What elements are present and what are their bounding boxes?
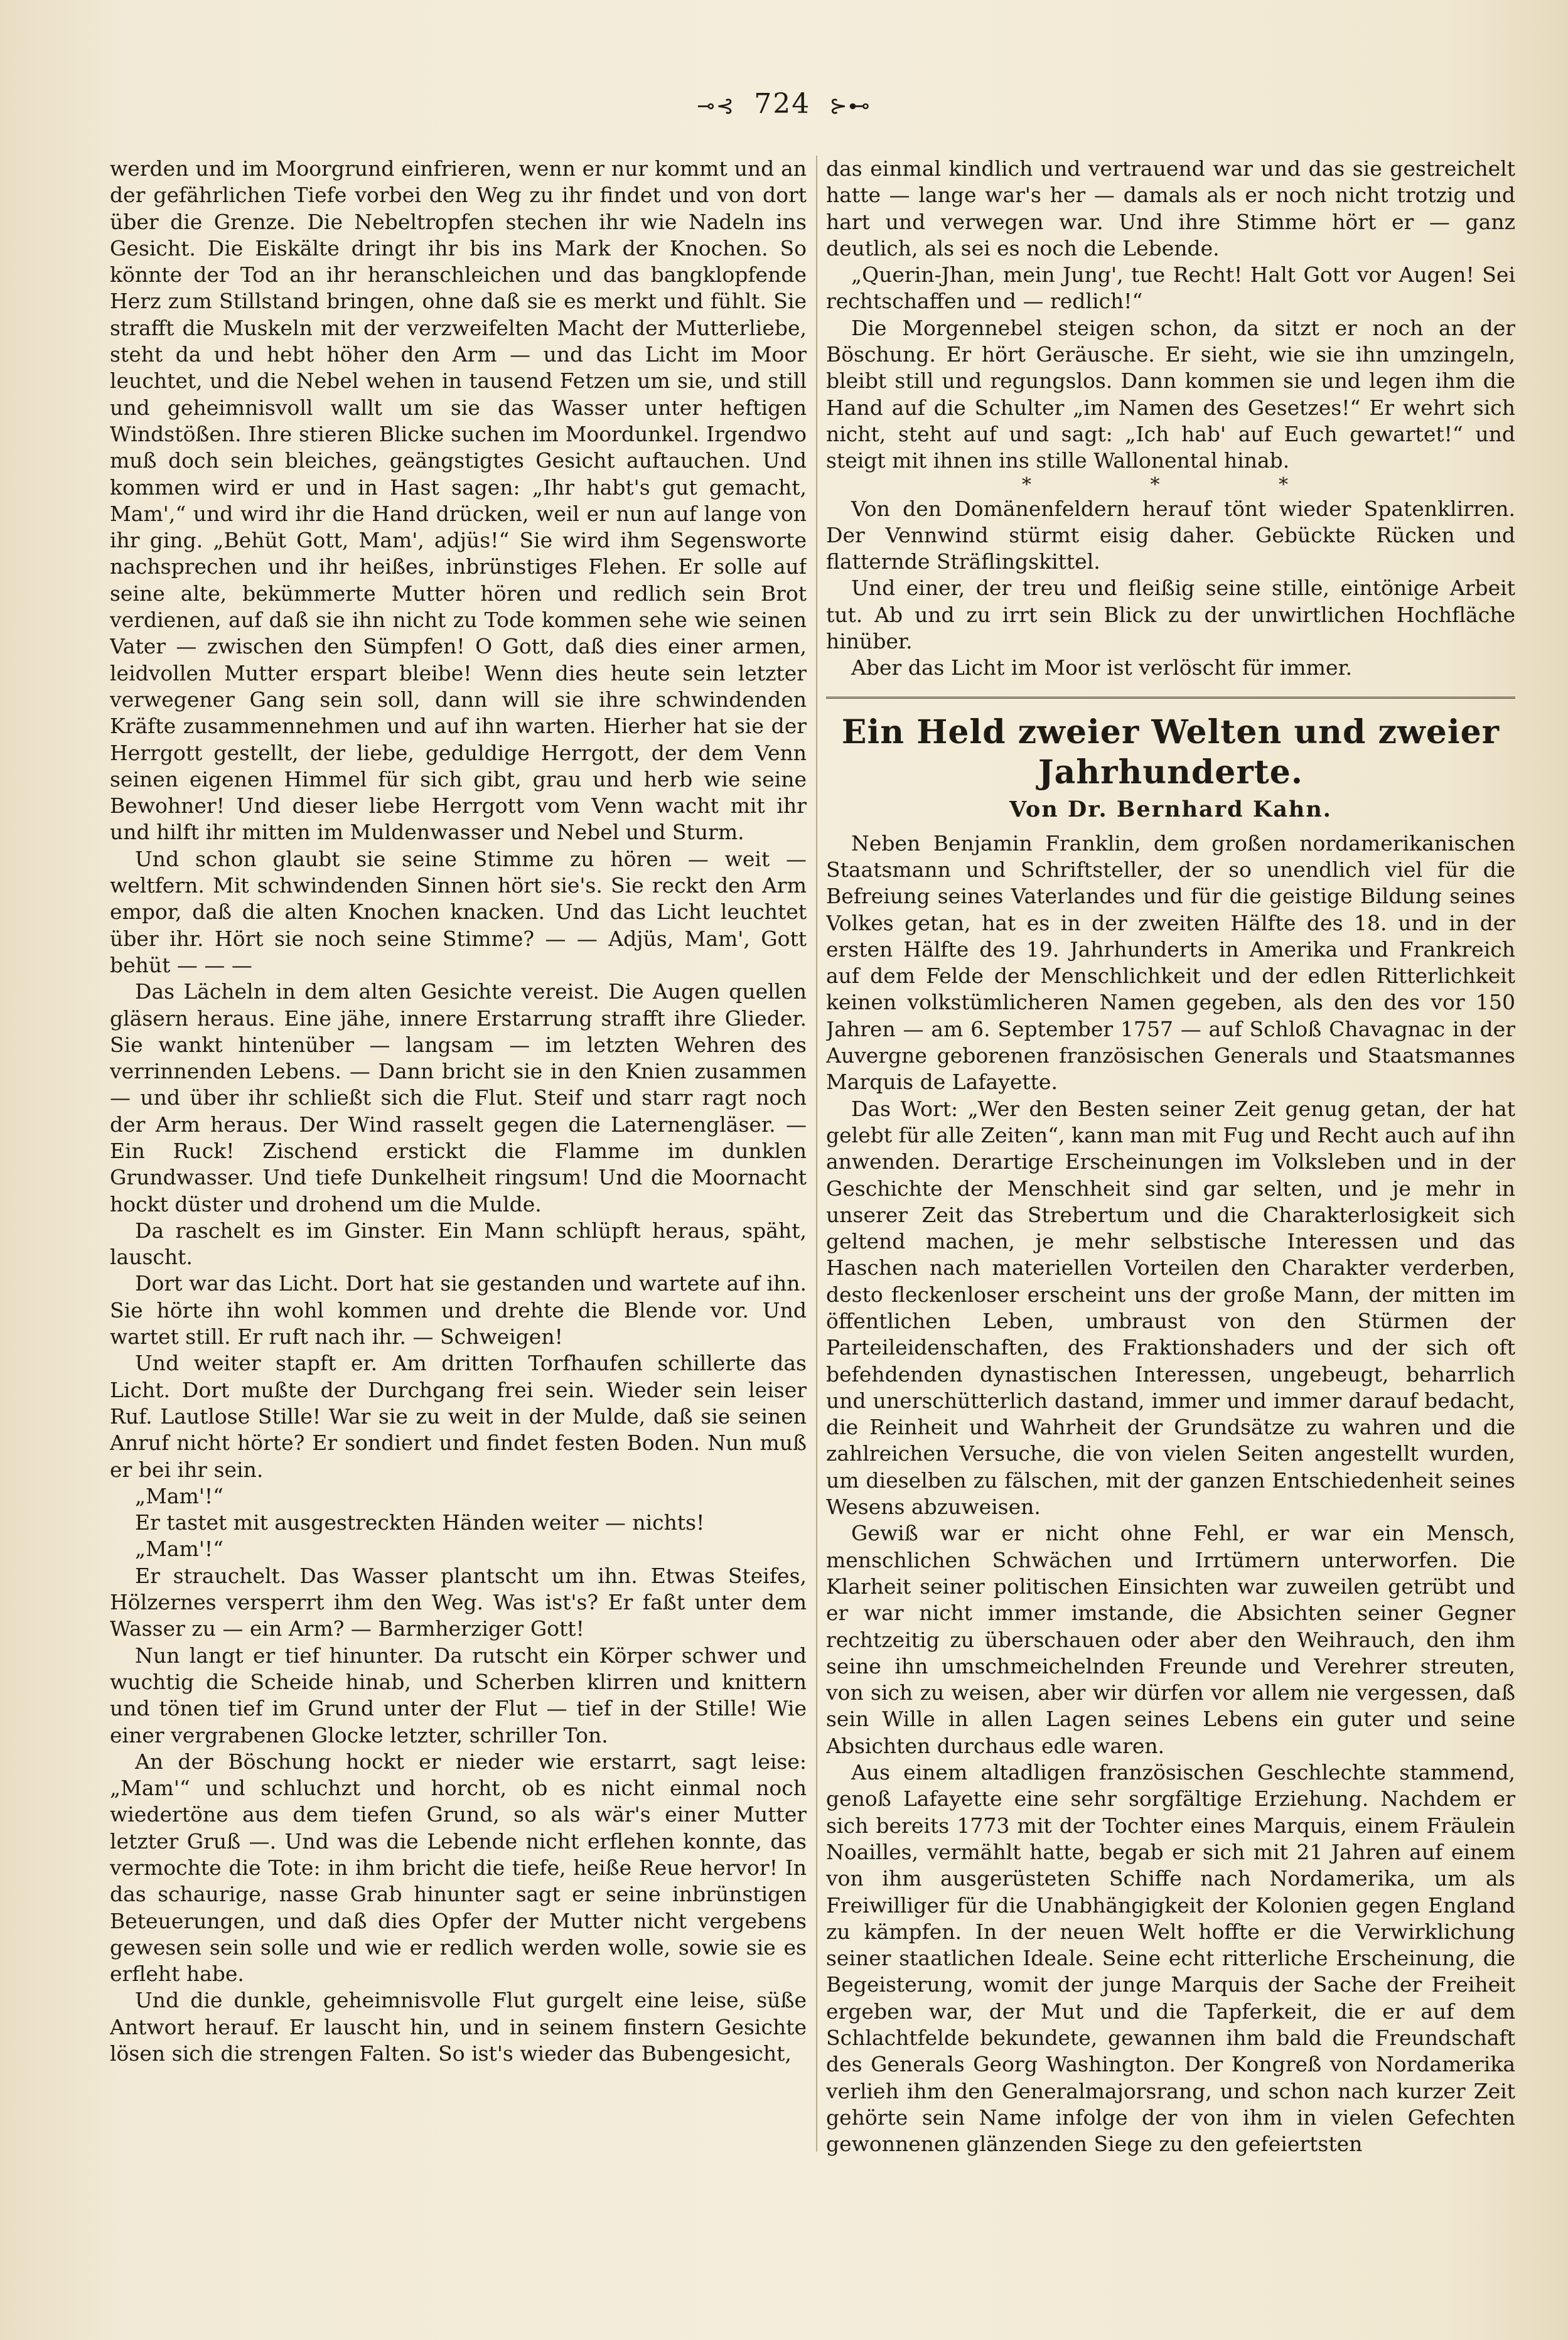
section-separator: * * *	[1021, 473, 1345, 496]
paragraph: Und schon glaubt sie seine Stimme zu hören — weit — weltfern. Mit schwindenden Sinnen hört sie's. Sie reckt den Arm empor, daß die alten Knochen knacken. Und das Licht leuchtet über ihr. Hört sie noch seine Stimme? — — Adjüs, Mam', Gott behüt — — —	[110, 846, 807, 977]
paragraph: Und weiter stapft er. Am dritten Torfhaufen schillerte das Licht. Dort mußte der Durchgang frei sein. Wieder sein leiser Ruf. Lautlose Stille! War sie zu weit in der Mulde, daß sie seinen Anruf nicht hörte? Er sondiert und findet festen Boden. Nun muß er bei ihr sein.	[110, 1351, 807, 1482]
article-rule	[826, 697, 1515, 699]
paragraph: werden und im Moorgrund einfrieren, wenn er nur kommt und an der gefährlichen Tiefe vorbei den Weg zu ihr findet und von dort über die Grenze. Die Nebeltropfen stechen ihr wie Nadeln ins Gesicht. Die Eiskälte dringt ihr bis ins Mark der Knochen. So könnte der Tod an ihr heranschleichen und das bangklopfende Herz zum Stillstand bringen, ohne daß sie es merkt und fühlt. Sie strafft die Muskeln mit der verzweifelten Macht der Mutterliebe, steht da und hebt höher den Arm — und das Licht im Moor leuchtet, und die Nebel wehen in tausend Fetzen um sie, und still und geheimnisvoll wallt um sie das Wasser unter heftigen Windstößen. Ihre stieren Blicke suchen im Moordunkel. Irgendwo muß doch sein bleiches, geängstigtes Gesicht auftauchen. Und kommen wird er und in Hast sagen: „Ihr habt's gut gemacht, Mam',“ und wird ihr die Hand drücken, weil er nun auf lange von ihr ging. „Behüt Gott, Mam', adjüs!“ Sie wird ihm Segensworte nachsprechen und ihr heißes, inbrünstiges Flehen. Er solle auf seine alte, bekümmerte Mutter hören und redlich sein Brot verdienen, auf daß sie ihn nicht zu Tode kommen sehe wie seinen Vater — zwischen den Sümpfen! O Gott, daß dies einer armen, leidvollen Mutter erspart bleibe! Wenn dies heute sein letzter verwegener Gang sein soll, dann will sie ihre schwindenden Kräfte zusammennehmen und auf ihn warten. Hierher hat sie der Herrgott gestellt, der liebe, geduldige Herrgott, der dem Venn seinen eigenen Himmel für sich gibt, grau und herb wie seine Bewohner! Und dieser liebe Herrgott vom Venn wacht mit ihr und hilft ihr mitten im Muldenwasser und Nebel und Sturm.	[110, 156, 807, 845]
article-byline: Von Dr. Bernhard Kahn.	[1009, 796, 1332, 822]
paragraph: das einmal kindlich und vertrauend war und das sie gestreichelt hatte — lange war's her — damals als er noch nicht trotzig und hart und verwegen war. Und ihre Stimme hört er — ganz deutlich, als sei es noch die Lebende.	[826, 156, 1515, 260]
article-title: Ein Held zweier Welten und zweier Jahrhunderte.	[841, 712, 1500, 792]
column-divider	[816, 156, 817, 2152]
page-header	[0, 88, 1568, 120]
page-number: 724	[754, 88, 811, 120]
paragraph: Gewiß war er nicht ohne Fehl, er war ein Mensch, menschlichen Schwächen und Irrtümern unterworfen. Die Klarheit seiner politischen Einsichten war zuweilen getrübt und er war nicht immer imstande, die Absichten seiner Gegner rechtzeitig zu überschauen oder aber den Weihrauch, den ihm seine ihn umschmeichelnden Freunde und Verehrer streuten, von sich zu weisen, aber wir dürfen vor allem nie vergessen, daß sein Wille in allen Lagen seines Lebens ein guter und seine Absichten durchaus edle waren.	[826, 1521, 1515, 1758]
paragraph: Dort war das Licht. Dort hat sie gestanden und wartete auf ihn. Sie hörte ihn wohl kommen und drehte die Blende vor. Und wartet still. Er ruft nach ihr. — Schweigen!	[110, 1271, 807, 1350]
paragraph: Er strauchelt. Das Wasser plantscht um ihn. Etwas Steifes, Hölzernes versperrt ihm den Weg. Was ist's? Er faßt unter dem Wasser zu — ein Arm? — Barmherziger Gott!	[110, 1563, 807, 1641]
left-column	[110, 156, 807, 2164]
paragraph: Aus einem altadligen französischen Geschlechte stammend, genoß Lafayette eine sehr sorgfältige Erziehung. Nachdem er sich bereits 1773 mit der Tochter eines Marquis, einem Fräulein Noailles, vermählt hatte, begab er sich mit 21 Jahren auf einem von ihm ausgerüsteten Schiffe nach Nordamerika, um als Freiwilliger für die Unabhängigkeit der Kolonien gegen England zu kämpfen. In der neuen Welt hoffte er die Verwirklichung seiner staatlichen Ideale. Seine echt ritterliche Erscheinung, die Begeisterung, womit der junge Marquis der Sache der Freiheit ergeben war, der Mut und die Tapferkeit, die er auf dem Schlachtfelde bekundete, gewannen ihm bald die Freundschaft des Generals Georg Washington. Der Kongreß von Nordamerika verlieh ihm den Generalmajorsrang, und schon nach kurzer Zeit gehörte sein Name infolge der von ihm in vielen Gefechten gewonnenen glänzenden Siege zu den gefeiertsten	[826, 1760, 1515, 2157]
paragraph: „Mam'!“	[135, 1537, 224, 1562]
paragraph: Da raschelt es im Ginster. Ein Mann schlüpft heraus, späht, lauscht.	[110, 1218, 807, 1270]
paragraph: Das Lächeln in dem alten Gesichte vereist. Die Augen quellen gläsern heraus. Eine jähe, innere Erstarrung strafft ihre Glieder. Sie wankt hintenüber — langsam — im letzten Wehren des verrinnenden Lebens. — Dann bricht sie in den Knien zusammen — und über ihr schließt sich die Flut. Steif und starr ragt noch der Arm heraus. Der Wind rasselt gegen die Laternengläser. — Ein Ruck! Zischend erstickt die Flamme im dunklen Grundwasser. Und tiefe Dunkelheit ringsum! Und die Moornacht hockt düster und drohend um die Mulde.	[110, 979, 807, 1216]
paragraph: „Querin-Jhan, mein Jung', tue Recht! Halt Gott vor Augen! Sei rechtschaffen und — redlich!“	[826, 262, 1515, 314]
paragraph: Die Morgennebel steigen schon, da sitzt er noch an der Böschung. Er hört Geräusche. Er sieht, wie sie ihn umzingeln, bleibt still und regungslos. Dann kommen sie und legen ihm die Hand auf die Schulter „im Namen des Gesetzes!“ Er wehrt sich nicht, steht auf und sagt: „Ich hab' auf Euch gewartet!“ und steigt mit ihnen ins stille Wallonental hinab.	[826, 315, 1515, 473]
paragraph: Neben Benjamin Franklin, dem großen nordamerikanischen Staatsmann und Schriftsteller, der so unendlich viel für die Befreiung seines Vaterlandes und für die geistige Bildung seines Volkes getan, hat es in der zweiten Hälfte des 18. und in der ersten Hälfte des 19. Jahrhunderts in Amerika und Frankreich auf dem Felde der Menschlichkeit und der edlen Ritterlichkeit keinen volkstümlicheren Namen gegeben, als den des vor 150 Jahren — am 6. September 1757 — auf Schloß Chavagnac in der Auvergne geborenen französischen Generals und Staatsmannes Marquis de Lafayette.	[826, 830, 1515, 1095]
paragraph: Aber das Licht im Moor ist verlöscht für immer.	[851, 655, 1353, 680]
right-ornament-icon: ⊱⊷	[829, 94, 871, 119]
right-column	[826, 156, 1515, 2164]
paragraph: Und einer, der treu und fleißig seine stille, eintönige Arbeit tut. Ab und zu irrt sein Blick zu der unwirtlichen Hochfläche hinüber.	[826, 576, 1515, 654]
paragraph: Er tastet mit ausgestreckten Händen weiter — nichts!	[135, 1510, 705, 1535]
paragraph: Das Wort: „Wer den Besten seiner Zeit genug getan, der hat gelebt für alle Zeiten“, kann man mit Fug und Recht auch auf ihn anwenden. Derartige Erscheinungen im Volksleben und in der Geschichte der Menschheit sind gar selten, und je mehr in unserer Zeit das Strebertum und die Charakterlosigkeit sich geltend machen, je mehr selbstische Interessen und das Haschen nach materiellen Vorteilen den Charakter verderben, desto fleckenloser erscheint uns der große Mann, der mitten im öffentlichen Leben, umbraust von den Stürmen der Parteileidenschaften, des Fraktionshaders und der sich oft befehdenden dynastischen Interessen, ungebeugt, beharrlich und unerschütterlich dastand, immer und immer darauf bedacht, die Reinheit und Wahrheit der Grundsätze zu wahren und die zahlreichen Versuche, die von vielen Seiten angestellt wurden, um dieselben zu fälschen, mit der ganzen Entschiedenheit seines Wesens abzuweisen.	[826, 1096, 1515, 1520]
paragraph: Und die dunkle, geheimnisvolle Flut gurgelt eine leise, süße Antwort herauf. Er lauscht hin, und in seinem finstern Gesichte lösen sich die strengen Falten. So ist's wieder das Bubengesicht,	[110, 1988, 807, 2066]
paragraph: Nun langt er tief hinunter. Da rutscht ein Körper schwer und wuchtig die Scheide hinab, und Scherben klirren und knittern und tönen tief im Grund unter der Flut — tief in der Stille! Wie einer vergrabenen Glocke letzter, schriller Ton.	[110, 1643, 807, 1747]
paragraph: „Mam'!“	[135, 1483, 224, 1508]
paragraph: Von den Domänenfeldern herauf tönt wieder Spatenklirren. Der Vennwind stürmt eisig daher. Gebückte Rücken und flatternde Sträflingskittel.	[826, 496, 1515, 574]
paragraph: An der Böschung hockt er nieder wie erstarrt, sagt leise: „Mam'“ und schluchzt und horcht, ob es nicht einmal noch wiedertöne aus dem tiefen Grund, so als wär's einer Mutter letzter Gruß —. Und was die Lebende nicht erflehen konnte, das vermochte die Tote: in ihm bricht die tiefe, heiße Reue hervor! In das schaurige, nasse Grab hinunter sagt er seine inbrünstigen Beteuerungen, und daß dies Opfer der Mutter nicht vergebens gewesen sein solle und wie er redlich werden wolle, sowie sie es erfleht habe.	[110, 1749, 807, 1987]
left-ornament-icon: ⊸⊰	[697, 94, 736, 119]
